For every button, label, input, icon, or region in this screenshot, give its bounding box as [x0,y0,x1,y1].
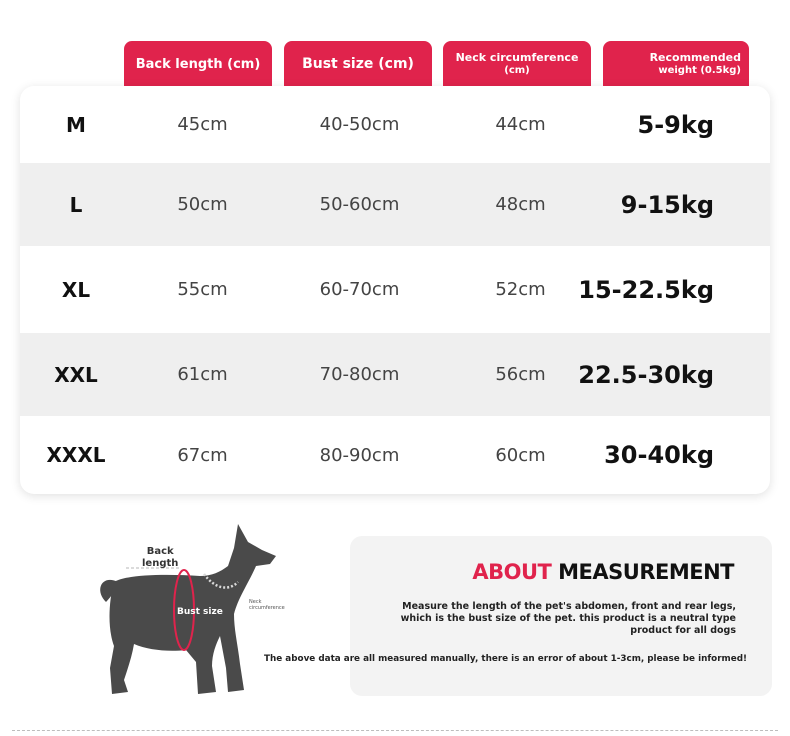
size-cell: L [69,192,83,217]
header-bust-size [284,41,432,87]
about-measurement-card [350,536,772,696]
neck-cell: 52cm [495,279,546,300]
header-neck-label-line2: (cm) [504,65,530,76]
back-length-cell: 45cm [177,114,228,135]
neck-label-line1: Neck [249,599,262,605]
back-length-label-line2: length [142,558,179,569]
weight-cell: 9-15kg [620,190,714,219]
table-row [20,246,770,333]
neck-cell: 48cm [495,194,546,215]
header-back-length-label: Back length (cm) [135,56,261,72]
table-row [20,163,770,246]
bust-size-cell: 70-80cm [319,364,400,385]
size-table [20,86,770,494]
weight-cell: 5-9kg [637,110,714,139]
neck-cell: 60cm [495,444,546,466]
header-recommended-weight [603,41,749,87]
measurement-notice: The above data are all measured manually, there is an error of about 1-3cm, please be informed! [264,654,747,664]
header-back-length [124,41,272,87]
bust-size-cell: 40-50cm [319,114,400,135]
size-cell: XXXL [46,443,106,467]
back-length-cell: 50cm [177,194,228,215]
neck-cell: 44cm [495,114,546,135]
neck-circumference-label [249,599,289,611]
header-weight-label-line2: weight (0.5kg) [658,65,741,76]
header-neck-circumference [443,41,591,87]
dog-measurement-diagram [88,518,288,703]
back-length-label [142,546,178,570]
neck-cell: 56cm [495,364,546,385]
bust-size-cell: 50-60cm [319,194,400,215]
about-title [472,560,734,584]
header-neck-label-line1: Neck circumference [455,51,579,64]
about-description: Measure the length of the pet's abdomen, front and rear legs, which is the bust size of the pet. this product is a neutral type product for all dogs [400,601,736,636]
size-cell: XL [61,277,91,302]
table-row [20,416,770,494]
bust-size-label: Bust size [177,607,223,617]
table-row [20,86,770,163]
back-length-label-line1: Back [146,546,174,557]
back-length-cell: 61cm [177,364,228,385]
size-cell: XXL [54,362,98,387]
back-length-cell: 55cm [177,279,228,300]
table-row [20,333,770,416]
header-weight-label-line1: Recommended [649,51,741,64]
about-title-red: ABOUT [472,560,552,584]
weight-cell: 15-22.5kg [578,275,714,304]
about-title-black: MEASUREMENT [558,560,734,584]
dashed-divider [12,730,778,731]
bust-size-cell: 60-70cm [319,279,400,300]
bust-size-cell: 80-90cm [319,444,400,466]
header-bust-size-label: Bust size (cm) [302,56,414,72]
back-length-cell: 67cm [177,444,228,466]
size-cell: M [66,112,86,137]
weight-cell: 22.5-30kg [578,360,714,389]
neck-label-line2: circumference [249,605,285,611]
weight-cell: 30-40kg [604,441,714,469]
